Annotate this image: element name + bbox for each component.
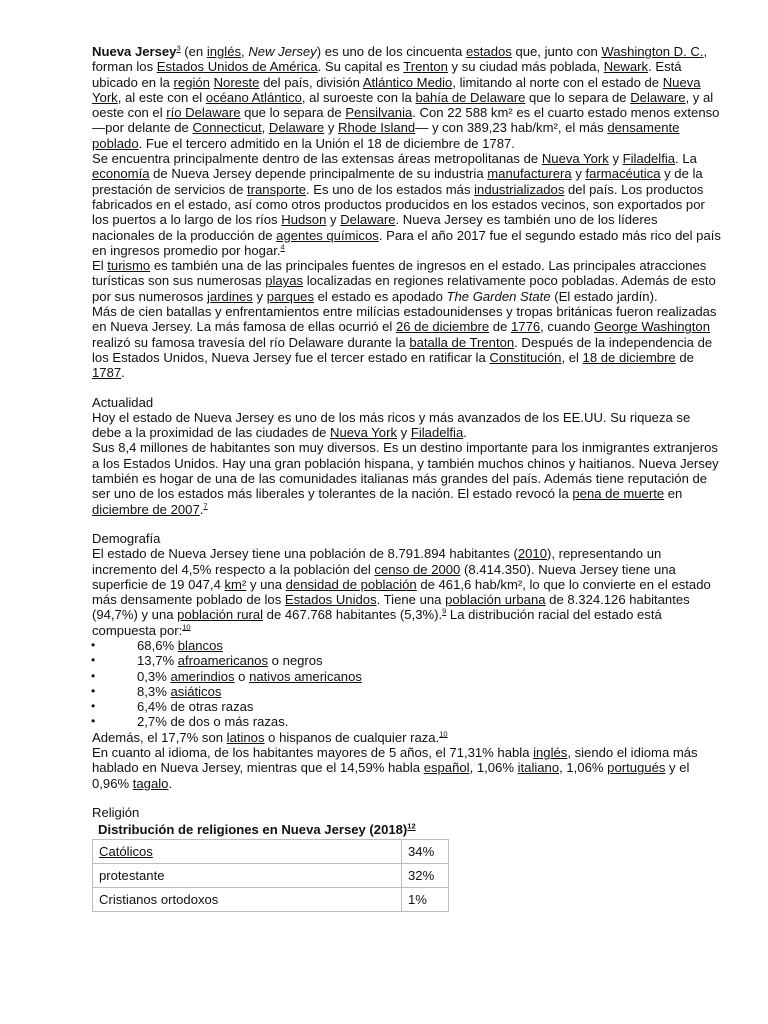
text: El bbox=[92, 258, 108, 274]
text: ), representando un incremento del 4,5% respecto a la población del bbox=[92, 546, 662, 577]
table-cell bbox=[93, 840, 402, 864]
text: 6,4% de otras razas bbox=[137, 699, 254, 715]
text: del país. Los productos fabricados en el estado, así como otros productos producidos en los estados vecinos, son exportados por los puertos a lo largo de los ríos bbox=[92, 181, 705, 228]
text: y bbox=[326, 212, 341, 228]
link-rio-delaware[interactable]: río Delaware bbox=[166, 105, 241, 121]
link-afroamericanos[interactable]: afroamericanos bbox=[177, 653, 269, 669]
table-row bbox=[93, 864, 449, 888]
list-item bbox=[92, 684, 722, 699]
link-26-diciembre[interactable]: 26 de diciembre bbox=[395, 319, 490, 335]
link-espanol[interactable]: español bbox=[423, 760, 470, 776]
text: , bbox=[241, 44, 249, 59]
link-oceano-atlantico[interactable]: océano Atlántico bbox=[205, 89, 302, 105]
text: (en bbox=[180, 44, 207, 59]
link-delaware[interactable]: Delaware bbox=[340, 212, 396, 228]
text: , 1,06% bbox=[469, 760, 518, 776]
table-caption bbox=[92, 821, 722, 839]
link-estados[interactable]: estados bbox=[465, 44, 512, 59]
ref-link[interactable]: 10 bbox=[439, 729, 448, 739]
link-asiaticos[interactable]: asiáticos bbox=[170, 683, 222, 699]
list-item bbox=[92, 699, 722, 714]
link-eeuu[interactable]: Estados Unidos de América bbox=[156, 59, 318, 75]
text: Se encuentra principalmente dentro de las extensas áreas metropolitanas de bbox=[92, 151, 542, 167]
paragraph-intro bbox=[92, 44, 722, 151]
paragraph-actualidad bbox=[92, 410, 722, 441]
link-1776[interactable]: 1776 bbox=[511, 319, 541, 335]
text: Además, el 17,7% son bbox=[92, 729, 227, 745]
text: . Con 22 588 km² es el cuarto estado menos extenso —por delante de bbox=[92, 105, 720, 136]
text: . bbox=[463, 425, 467, 441]
text: . La bbox=[675, 151, 697, 167]
text: . Después de la independencia de los Estados Unidos, Nueva Jersey fue el tercer estado en ratificar la bbox=[92, 334, 713, 365]
text: , siendo el idioma más hablado en Nueva Jersey, mientras que el 14,59% habla bbox=[92, 745, 698, 776]
link-economia[interactable]: economía bbox=[92, 166, 150, 182]
text-new-jersey: New Jersey bbox=[248, 44, 317, 59]
text: y bbox=[324, 120, 339, 136]
text: en bbox=[664, 486, 683, 502]
link-george-washington[interactable]: George Washington bbox=[594, 319, 710, 335]
text: , cuando bbox=[540, 319, 595, 335]
text: de 8.324.126 habitantes (94,7%) y una bbox=[92, 592, 690, 623]
link-agentes-quimicos[interactable]: agentes químicos bbox=[276, 227, 379, 243]
text: , limitando al norte con el estado de bbox=[452, 74, 663, 90]
link-2010[interactable]: 2010 bbox=[517, 546, 547, 562]
link-poblacion-urbana[interactable]: población urbana bbox=[445, 592, 546, 608]
text: . Para el año 2017 fue el segundo estado más rico del país en ingresos promedio por hogar. bbox=[92, 227, 721, 258]
text: , bbox=[261, 120, 269, 136]
text: de 461,6 hab/km², lo que lo convierte en el estado más densamente poblado de los bbox=[92, 576, 711, 608]
text: y bbox=[608, 151, 623, 167]
text: , al suroeste con la bbox=[301, 89, 416, 105]
text: , al este con el bbox=[117, 89, 206, 105]
text: o hispanos de cualquier raza. bbox=[264, 729, 440, 745]
link-ingles[interactable]: inglés bbox=[206, 44, 242, 59]
text: , y al oeste con el bbox=[92, 89, 714, 121]
text: o bbox=[234, 668, 250, 684]
link-delaware[interactable]: Delaware bbox=[630, 89, 686, 105]
link-estados-unidos[interactable]: Estados Unidos bbox=[284, 592, 377, 608]
table-cell: Cristianos ortodoxos bbox=[93, 888, 402, 912]
paragraph-economy bbox=[92, 151, 722, 258]
link-trenton[interactable]: Trenton bbox=[403, 59, 448, 75]
paragraph-tourism bbox=[92, 258, 722, 304]
text: de Nueva Jersey depende principalmente de su industria bbox=[149, 166, 488, 182]
link-connecticut[interactable]: Connecticut bbox=[192, 120, 262, 136]
text: (8.414.350). Nueva Jersey tiene una superficie de 19 047,4 bbox=[92, 561, 676, 592]
text: . Está ubicado en la bbox=[92, 59, 682, 90]
text: de 467.768 habitantes (5,3%). bbox=[263, 607, 443, 623]
link-rhode-island[interactable]: Rhode Island bbox=[338, 120, 416, 136]
link-censo-2000[interactable]: censo de 2000 bbox=[374, 561, 461, 577]
text: . bbox=[199, 501, 204, 517]
text: La distribución racial del estado está compuesta por: bbox=[92, 607, 662, 638]
text: de bbox=[489, 319, 511, 335]
paragraph-idioma bbox=[92, 745, 722, 791]
paragraph-diversity bbox=[92, 440, 722, 516]
spacer bbox=[92, 791, 722, 805]
link-filadelfia[interactable]: Filadelfia bbox=[622, 151, 676, 167]
link-parques[interactable]: parques bbox=[266, 288, 315, 304]
article-title: Nueva Jersey bbox=[92, 44, 177, 59]
text: del país, división bbox=[259, 74, 363, 90]
spacer bbox=[92, 381, 722, 395]
paragraph-history bbox=[92, 304, 722, 380]
link-jardines[interactable]: jardines bbox=[207, 288, 253, 304]
ref-link[interactable]: 12 bbox=[407, 821, 416, 831]
link-latinos[interactable]: latinos bbox=[226, 729, 265, 745]
table-caption-text: Distribución de religiones en Nueva Jersey (2018) bbox=[98, 822, 408, 838]
heading-actualidad: Actualidad bbox=[92, 394, 154, 410]
text: el estado es apodado bbox=[314, 288, 447, 304]
table-cell: protestante bbox=[93, 864, 402, 888]
link-noreste[interactable]: Noreste bbox=[213, 74, 260, 90]
text: realizó su famosa travesía del río Delaware durante la bbox=[92, 334, 410, 350]
text: ) es uno de los cincuenta bbox=[316, 44, 466, 59]
text: localizadas en regiones relativamente poco pobladas. Además de esto por sus numerosos bbox=[92, 273, 716, 304]
text: El estado de Nueva Jersey tiene una población de 8.791.894 habitantes ( bbox=[92, 546, 518, 562]
link-diciembre-2007[interactable]: diciembre de 2007 bbox=[92, 501, 200, 517]
text: que, junto con bbox=[511, 44, 602, 59]
link-nueva-york[interactable]: Nueva York bbox=[92, 74, 701, 105]
heading-demografia: Demografía bbox=[92, 530, 161, 546]
link-nativos-americanos[interactable]: nativos americanos bbox=[249, 668, 362, 684]
link-18-diciembre[interactable]: 18 de diciembre bbox=[582, 349, 676, 365]
text: y de la prestación de servicios de bbox=[92, 166, 703, 197]
article bbox=[92, 44, 722, 912]
link-farmaceutica[interactable]: farmacéutica bbox=[585, 166, 661, 182]
text: (El estado jardín). bbox=[550, 288, 658, 304]
table-row bbox=[93, 840, 449, 864]
text: , forman los bbox=[92, 44, 708, 75]
text: 68,6% bbox=[137, 637, 178, 653]
text: y bbox=[571, 166, 586, 182]
link-ingles[interactable]: inglés bbox=[533, 745, 568, 761]
paragraph-latinos bbox=[92, 730, 722, 745]
ref-link[interactable]: 9 bbox=[442, 607, 447, 617]
ref-link[interactable]: 10 bbox=[182, 622, 191, 632]
list-item bbox=[92, 638, 722, 653]
text: 8,3% bbox=[137, 683, 171, 699]
race-list bbox=[92, 638, 722, 730]
link-1787[interactable]: 1787 bbox=[92, 365, 122, 381]
link-km2[interactable]: km² bbox=[224, 576, 247, 592]
link-turismo[interactable]: turismo bbox=[107, 258, 151, 274]
link-pensilvania[interactable]: Pensilvania bbox=[345, 105, 413, 121]
table-cell: 32% bbox=[402, 864, 449, 888]
link-batalla-trenton[interactable]: batalla de Trenton bbox=[409, 334, 515, 350]
link-densidad-poblacion[interactable]: densidad de población bbox=[285, 576, 417, 592]
text: Hoy el estado de Nueva Jersey es uno de los más ricos y más avanzados de los EE.UU. Su riqueza se debe a la proximidad de las ciudades de bbox=[92, 409, 691, 441]
text: 0,3% bbox=[137, 668, 171, 684]
link-manufacturera[interactable]: manufacturera bbox=[487, 166, 572, 182]
link-playas[interactable]: playas bbox=[265, 273, 304, 289]
table-row bbox=[93, 888, 449, 912]
link-industrializados[interactable]: industrializados bbox=[474, 181, 565, 197]
link-washington-dc[interactable]: Washington D. C. bbox=[601, 44, 704, 59]
link-poblacion-rural[interactable]: población rural bbox=[177, 607, 264, 623]
link-pena-muerte[interactable]: pena de muerte bbox=[572, 486, 665, 502]
paragraph-demografia bbox=[92, 546, 722, 638]
text: y bbox=[252, 288, 267, 304]
link-italiano[interactable]: italiano bbox=[517, 760, 560, 776]
spacer bbox=[92, 517, 722, 531]
text: y una bbox=[246, 576, 286, 592]
text: Más de cien batallas y enfrentamientos entre milícias estadounidenses y tropas británicas fueron realizadas en Nueva Jersey. La más famosa de ellas ocurrió el bbox=[92, 304, 717, 335]
link-constitucion[interactable]: Constitución bbox=[489, 349, 562, 365]
link-newark[interactable]: Newark bbox=[603, 59, 649, 75]
link-region[interactable]: región bbox=[173, 74, 210, 90]
link-nueva-york[interactable]: Nueva York bbox=[541, 151, 609, 167]
link-amerindios[interactable]: amerindios bbox=[170, 668, 235, 684]
text: que lo separa de bbox=[240, 105, 346, 121]
text: y bbox=[397, 425, 411, 441]
text: es también una de las principales fuentes de ingresos en el estado. Las principales atracciones turísticas son sus numerosas bbox=[92, 258, 707, 289]
text: o negros bbox=[268, 653, 323, 669]
table-cell: 34% bbox=[402, 840, 449, 864]
text: . Nueva Jersey es también uno de los líderes nacionales de la producción de bbox=[92, 212, 658, 243]
text: . Su capital es bbox=[317, 59, 404, 75]
link-densamente-poblado[interactable]: densamente poblado bbox=[92, 120, 680, 151]
link-filadelfia[interactable]: Filadelfia bbox=[410, 425, 464, 441]
link-transporte[interactable]: transporte bbox=[247, 181, 306, 197]
text: . bbox=[121, 365, 125, 381]
ref-link[interactable]: 7 bbox=[203, 501, 208, 511]
text: — y con 389,23 hab/km², el más bbox=[415, 120, 608, 136]
text: Sus 8,4 millones de habitantes son muy diversos. Es un destino importante para los inmigrantes extranjeros a los Estados Unidos. Hay una gran población hispana, y también muchos chinos y haitianos. Nueva Jersey también es hogar de una de las comunidades italianas más grandes del país. Además tiene reputación de ser uno de los estados más liberales y tolerantes de la nación. El estado revocó la bbox=[92, 440, 719, 502]
text: 2,7% de dos o más razas. bbox=[137, 714, 289, 730]
text: 13,7% bbox=[137, 653, 178, 669]
link-blancos[interactable]: blancos bbox=[177, 637, 223, 653]
table-cell: 1% bbox=[402, 888, 449, 912]
text: , 1,06% bbox=[559, 760, 608, 776]
link-atlantico-medio[interactable]: Atlántico Medio bbox=[362, 74, 453, 90]
text-garden-state: The Garden State bbox=[446, 288, 551, 304]
ref-link[interactable]: 3 bbox=[176, 43, 181, 53]
list-item bbox=[92, 653, 722, 668]
ref-link[interactable]: 4 bbox=[280, 242, 285, 252]
link-catolicos[interactable]: Católicos bbox=[99, 844, 153, 860]
text: y su ciudad más poblada, bbox=[447, 59, 604, 75]
text: que lo separa de bbox=[525, 89, 631, 105]
link-nueva-york[interactable]: Nueva York bbox=[330, 425, 398, 441]
text: En cuanto al idioma, de los habitantes mayores de 5 años, el 71,31% habla bbox=[92, 745, 534, 761]
text: . Fue el tercero admitido en la Unión el 18 de diciembre de 1787. bbox=[138, 135, 515, 151]
text: . Tiene una bbox=[376, 592, 446, 608]
link-tagalo[interactable]: tagalo bbox=[132, 775, 169, 791]
link-hudson[interactable]: Hudson bbox=[281, 212, 327, 228]
text: de bbox=[675, 349, 694, 365]
heading-religion: Religión bbox=[92, 804, 140, 820]
text: . bbox=[168, 775, 173, 791]
link-portugues[interactable]: portugués bbox=[607, 760, 666, 776]
religion-table bbox=[92, 839, 449, 912]
link-bahia-delaware[interactable]: bahía de Delaware bbox=[415, 89, 526, 105]
text: . Es uno de los estados más bbox=[306, 181, 475, 197]
list-item bbox=[92, 669, 722, 684]
text: y el 0,96% bbox=[92, 760, 690, 791]
text: , el bbox=[561, 349, 583, 365]
list-item bbox=[92, 714, 722, 729]
link-delaware-2[interactable]: Delaware bbox=[268, 120, 325, 136]
